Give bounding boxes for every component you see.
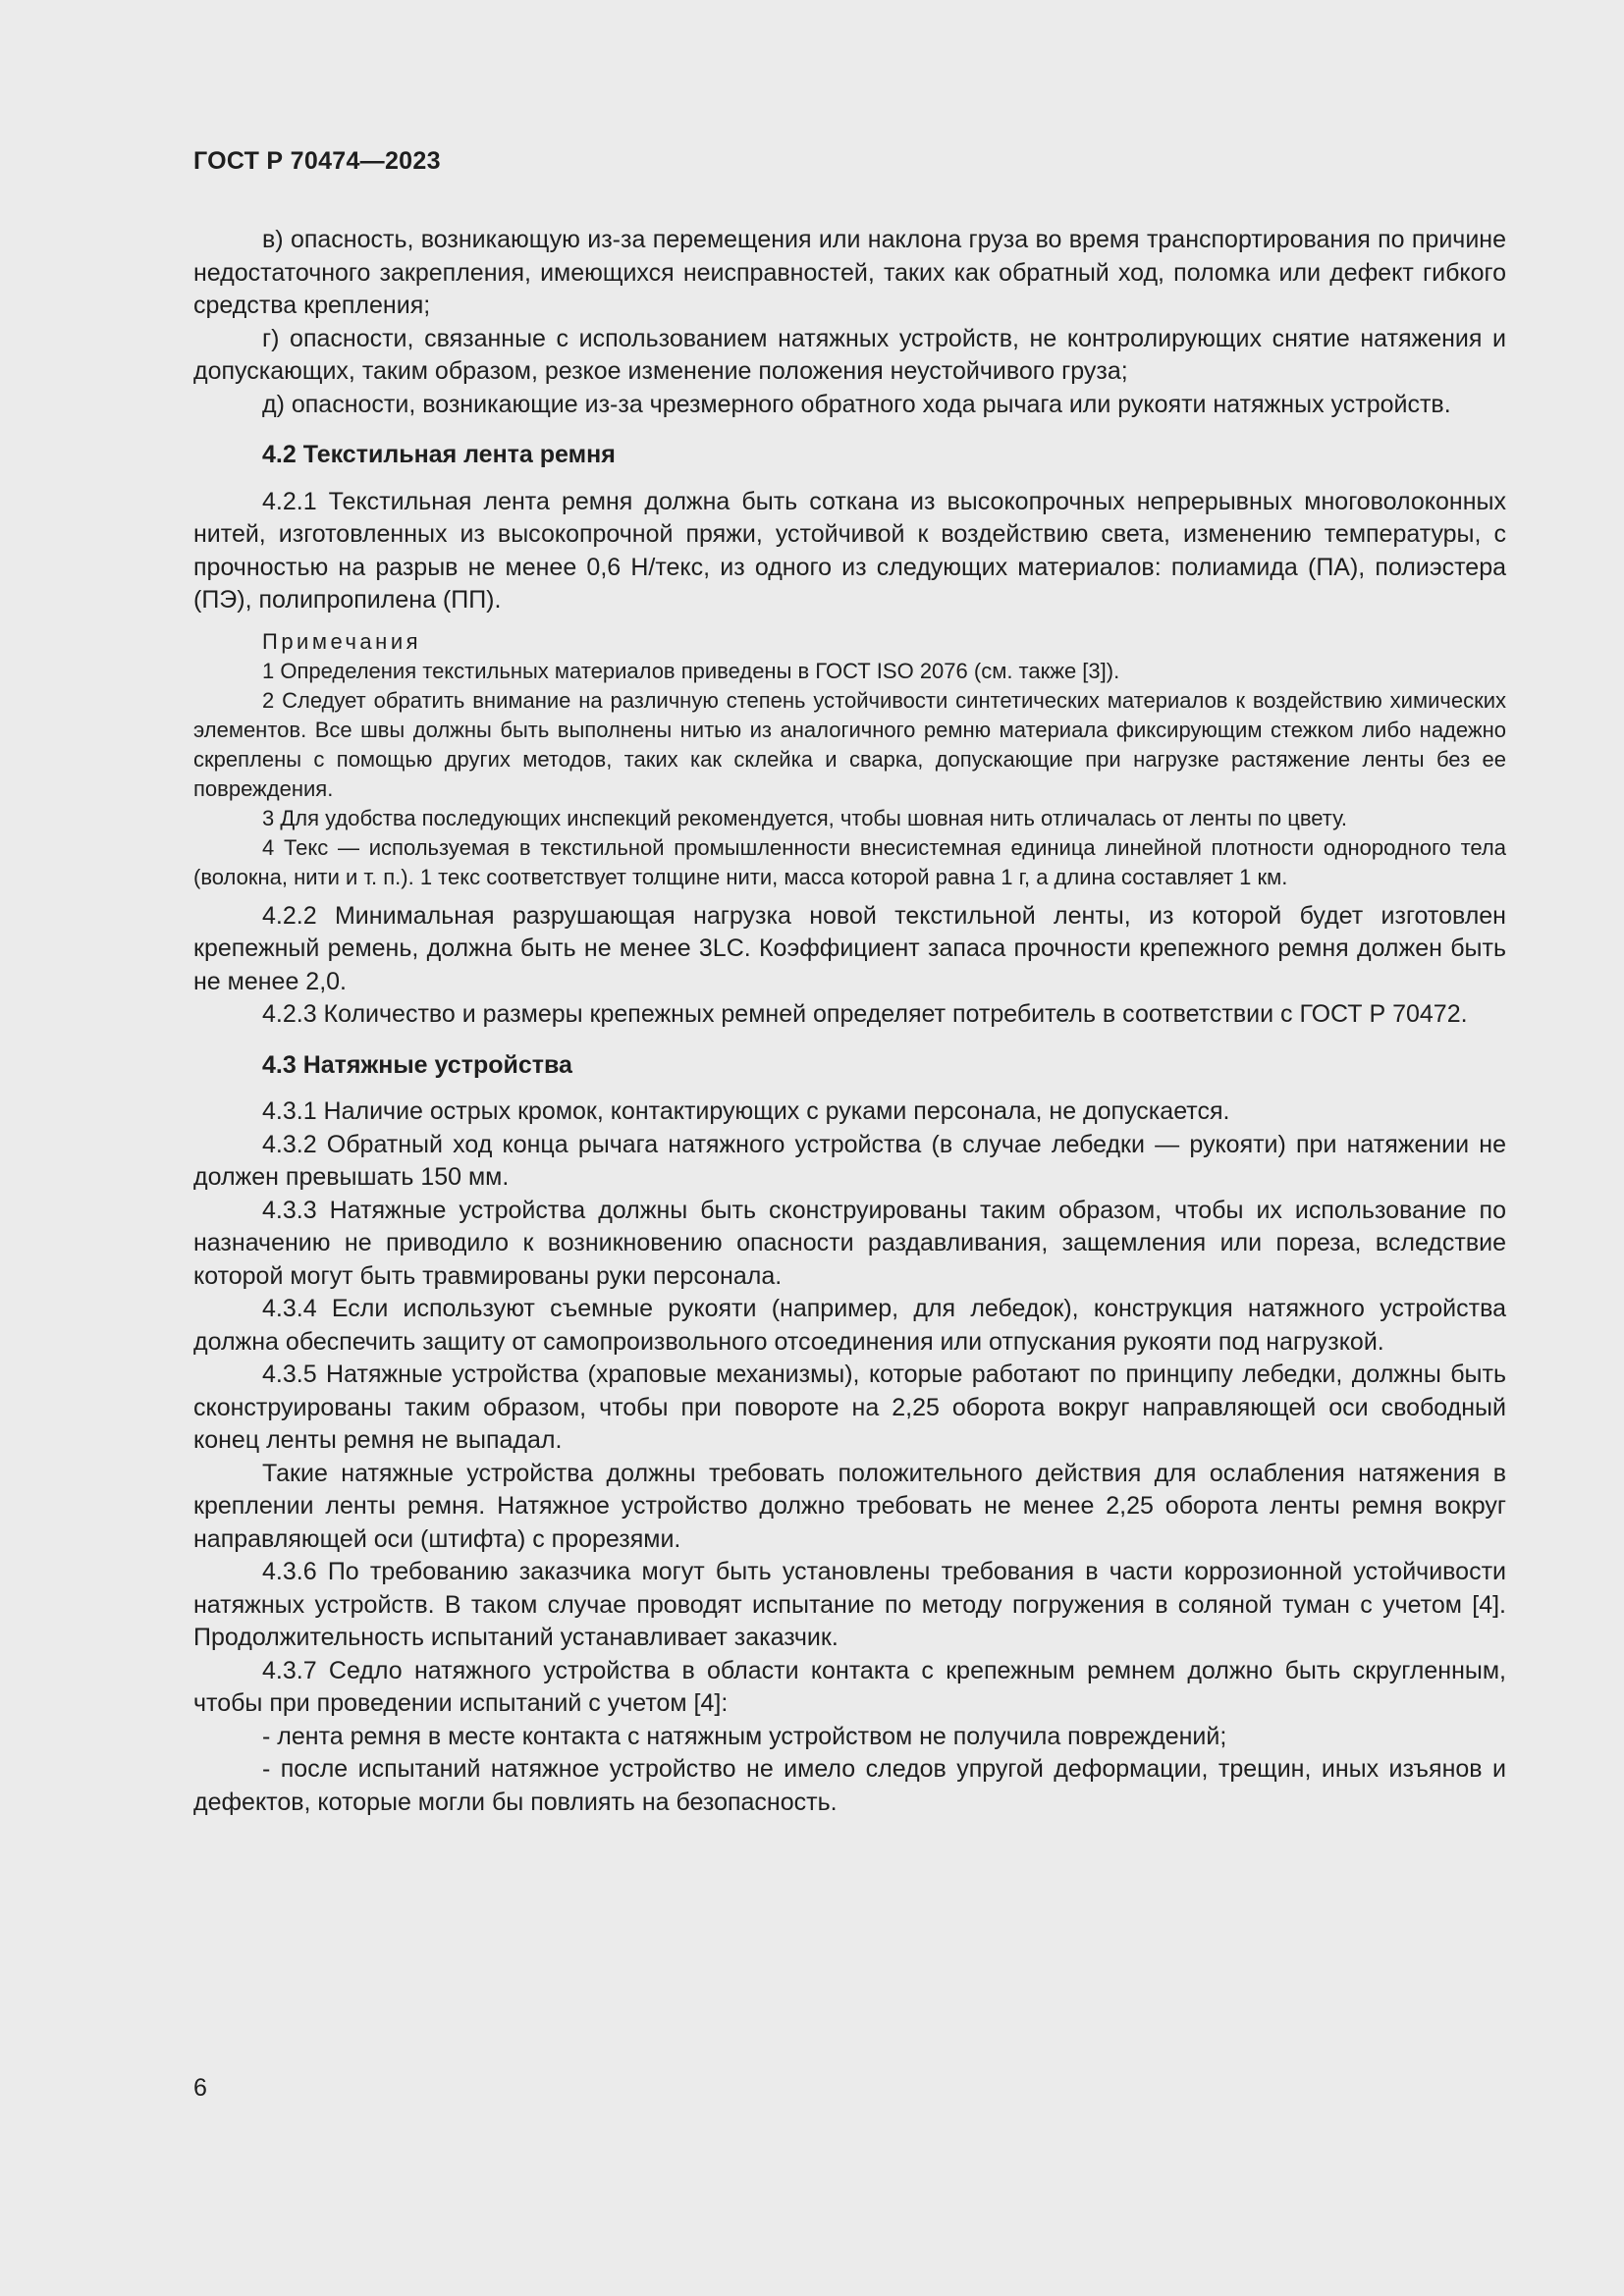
document-body <box>193 224 1506 1819</box>
notes-block <box>193 627 1506 892</box>
paragraph-4-3-7: 4.3.7 Седло натяжного устройства в области контакта с крепежным ремнем должно быть скругленным, чтобы при проведении испытаний с учетом [4]: <box>193 1656 1506 1717</box>
note-2: 2 Следует обратить внимание на различную степень устойчивости синтетических материалов к воздействию химических элементов. Все швы должны быть выполнены нитью из аналогичного ремню материала фиксирующим стежком либо надежно скреплены с помощью других методов, таких как склейка и сварка, допускающие при нагрузке растяжение ленты без ее повреждения. <box>193 687 1506 801</box>
paragraph-4-3-5-continued: Такие натяжные устройства должны требовать положительного действия для ослабления натяжения в креплении ленты ремня. Натяжное устройство должно требовать не менее 2,25 оборота ленты ремня вокруг направляющей оси (штифта) с прорезями. <box>193 1459 1506 1553</box>
list-item-dash-1: - лента ремня в месте контакта с натяжным устройством не получила повреждений; <box>262 1722 1227 1750</box>
paragraph-4-3-2: 4.3.2 Обратный ход конца рычага натяжного устройства (в случае лебедки — рукояти) при натяжении не должен превышать 150 мм. <box>193 1130 1506 1191</box>
paragraph-4-2-3: 4.2.3 Количество и размеры крепежных ремней определяет потребитель в соответствии с ГОСТ Р 70472. <box>262 1000 1468 1028</box>
page-number: 6 <box>193 2074 207 2102</box>
note-4: 4 Текс — используемая в текстильной промышленности внесистемная единица линейной плотности однородного тела (волокна, нити и т. п.). 1 текс соответствует толщине нити, масса которой равна 1 г, а длина составляет 1 км. <box>193 834 1506 889</box>
paragraph-4-3-6: 4.3.6 По требованию заказчика могут быть установлены требования в части коррозионной устойчивости натяжных устройств. В таком случае проводят испытание по методу погружения в соляной туман с учетом [4]. Продолжительность испытаний устанавливает заказчик. <box>193 1558 1506 1651</box>
paragraph-4-3-5: 4.3.5 Натяжные устройства (храповые механизмы), которые работают по принципу лебедки, должны быть сконструированы таким образом, чтобы при повороте на 2,25 оборота вокруг направляющей оси свободный конец ленты ремня не выпадал. <box>193 1361 1506 1454</box>
note-1: 1 Определения текстильных материалов приведены в ГОСТ ISO 2076 (см. также [3]). <box>262 658 1120 683</box>
paragraph-4-3-4: 4.3.4 Если используют съемные рукояти (например, для лебедок), конструкция натяжного устройства должна обеспечить защиту от самопроизвольного отсоединения или отпускания рукояти под нагрузкой. <box>193 1295 1506 1356</box>
section-heading-4-3: 4.3 Натяжные устройства <box>262 1050 572 1079</box>
document-number: ГОСТ Р 70474—2023 <box>193 147 441 175</box>
paragraph-4-3-3: 4.3.3 Натяжные устройства должны быть сконструированы таким образом, чтобы их использование по назначению не приводило к возникновению опасности раздавливания, защемления или пореза, вследствие которой могут быть травмированы руки персонала. <box>193 1196 1506 1290</box>
section-heading-4-2: 4.2 Текстильная лента ремня <box>262 441 616 468</box>
paragraph-4-3-1: 4.3.1 Наличие острых кромок, контактирующих с руками персонала, не допускается. <box>262 1097 1230 1125</box>
list-item-dash-2: - после испытаний натяжное устройство не имело следов упругой деформации, трещин, иных изъянов и дефектов, которые могли бы повлиять на безопасность. <box>193 1755 1506 1816</box>
paragraph-item-d: д) опасности, возникающие из-за чрезмерного обратного хода рычага или рукояти натяжных устройств. <box>262 390 1451 418</box>
note-3: 3 Для удобства последующих инспекций рекомендуется, чтобы шовная нить отличалась от ленты по цвету. <box>262 805 1348 830</box>
notes-title: Примечания <box>262 628 422 654</box>
paragraph-item-g: г) опасности, связанные с использованием натяжных устройств, не контролирующих снятие натяжения и допускающих, таким образом, резкое изменение положения неустойчивого груза; <box>193 324 1506 385</box>
paragraph-4-2-2: 4.2.2 Минимальная разрушающая нагрузка новой текстильной ленты, из которой будет изготовлен крепежный ремень, должна быть не менее 3LC. Коэффициент запаса прочности крепежного ремня должен быть не менее 2,0. <box>193 901 1506 995</box>
paragraph-item-v: в) опасность, возникающую из-за перемещения или наклона груза во время транспортирования по причине недостаточного закрепления, имеющихся неисправностей, таких как обратный ход, поломка или дефект гибкого средства крепления; <box>193 226 1506 319</box>
paragraph-4-2-1: 4.2.1 Текстильная лента ремня должна быть соткана из высокопрочных непрерывных многоволоконных нитей, изготовленных из высокопрочной пряжи, устойчивой к воздействию света, изменению температуры, с прочностью на разрыв не менее 0,6 Н/текс, из одного из следующих материалов: полиамида (ПА), полиэстера (ПЭ), полипропилена (ПП). <box>193 487 1506 614</box>
